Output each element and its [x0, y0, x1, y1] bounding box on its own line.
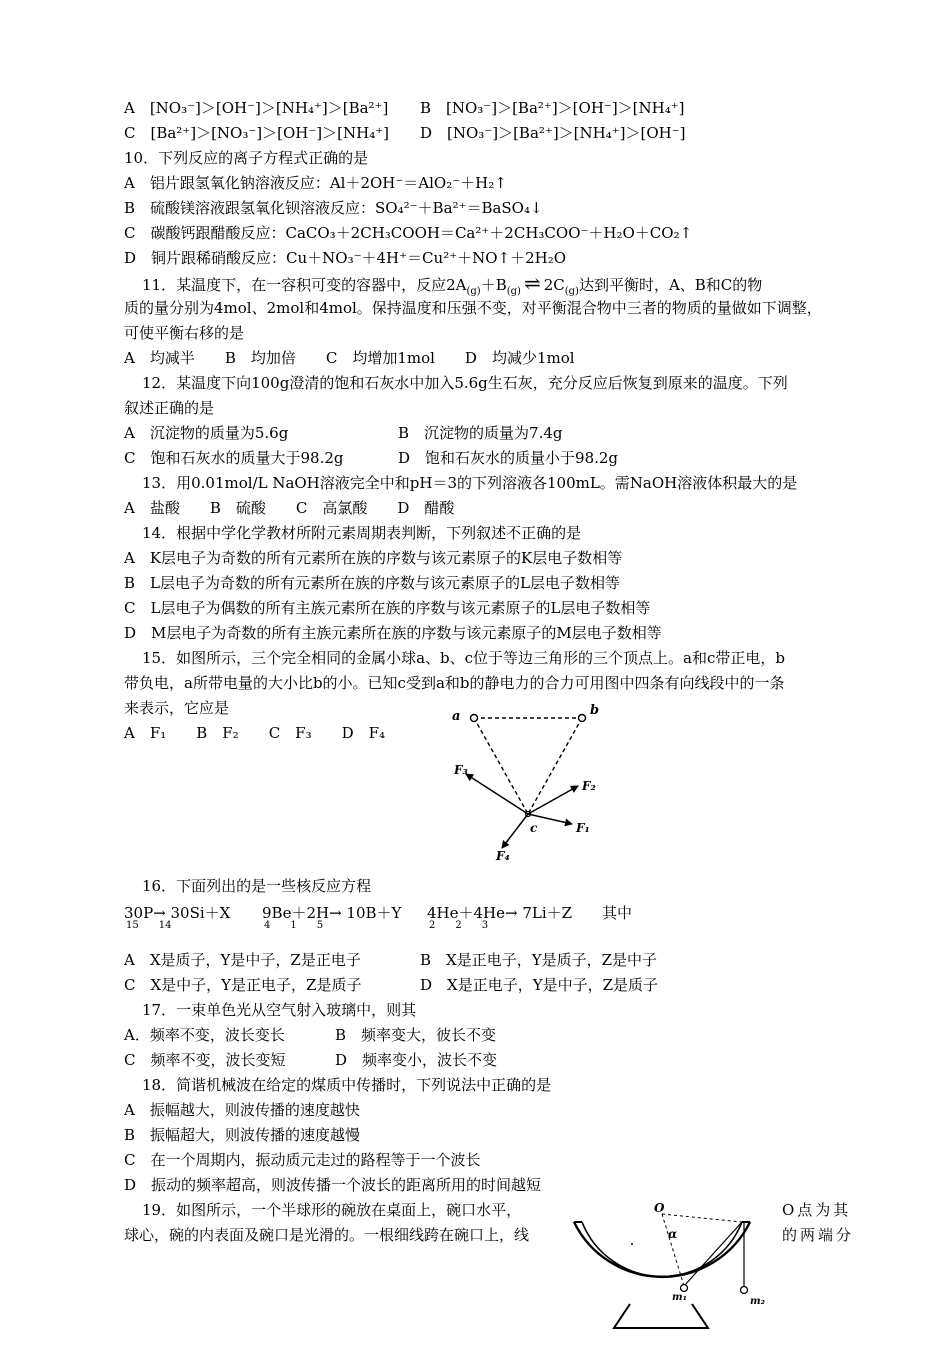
charge-a-ball	[471, 715, 478, 722]
label-f3: F₃	[454, 763, 468, 777]
q15-stem-line1: 15．如图所示，三个完全相同的金属小球a、b、c位于等边三角形的三个顶点上。a和c带正电，b	[142, 649, 785, 667]
q15-force-diagram	[440, 700, 620, 865]
label-f2: F₂	[582, 779, 596, 793]
q18-option-d: D 振动的频率超高，则波传播一个波长的距离所用的时间越短	[124, 1176, 542, 1194]
string	[684, 1222, 742, 1286]
q10-option-a: A 铝片跟氢氧化钠溶液反应：Al＋2OH⁻＝AlO₂⁻＋H₂↑	[124, 174, 507, 192]
q16-tail: 其中	[602, 904, 633, 922]
q16-stem: 16．下面列出的是一些核反应方程	[142, 877, 372, 895]
q12-stem-line2: 叙述正确的是	[124, 399, 215, 417]
force-f4-arrow	[502, 814, 528, 848]
label-f1: F₁	[576, 821, 590, 835]
q11-stem-line2: 质的量分别为4mol、2mol和4mol。保持温度和压强不变，对平衡混合物中三者的物质的量做如下调整，	[124, 299, 822, 317]
q11-c-part: 2C	[543, 276, 565, 294]
q13-stem: 13．用0.01mol/L NaOH溶液完全中和pH＝3的下列溶液各100mL。需NaOH溶液体积最大的是	[142, 474, 798, 492]
q18-stem: 18．简谐机械波在给定的煤质中传播时，下列说法中正确的是	[142, 1076, 552, 1094]
q17-option-c: C 频率不变，波长变短	[124, 1051, 286, 1069]
mass-m1	[681, 1285, 688, 1292]
q14-option-d: D M层电子为奇数的所有主族元素所在族的序数与该元素原子的M层电子数相等	[124, 624, 662, 642]
q11-subscript-g-a: (g)	[466, 286, 481, 297]
q16-option-b: B X是正电子，Y是质子，Z是中子	[420, 951, 658, 969]
label-f4: F₄	[496, 849, 510, 863]
q18-option-c: C 在一个周期内，振动质元走过的路程等于一个波长	[124, 1151, 481, 1169]
q17-stem: 17．一束单色光从空气射入玻璃中，则其	[142, 1001, 417, 1019]
q14-option-b: B L层电子为奇数的所有元素所在族的序数与该元素原子的L层电子数相等	[124, 574, 620, 592]
label-c: c	[530, 821, 538, 835]
q10-option-d: D 铜片跟稀硝酸反应：Cu＋NO₃⁻＋4H⁺＝Cu²⁺＋NO↑＋2H₂O	[124, 249, 567, 267]
bowl-base	[614, 1304, 708, 1328]
q9-option-a: A [NO₃⁻]＞[OH⁻]＞[NH₄⁺]＞[Ba²⁺]	[124, 99, 389, 117]
q16-reaction-1-atomic-numbers: 15 14	[126, 920, 172, 931]
q17-option-b: B 频率变大，彼长不变	[335, 1026, 497, 1044]
label-alpha: α	[668, 1227, 678, 1241]
q10-option-c: C 碳酸钙跟醋酸反应：CaCO₃＋2CH₃COOH＝Ca²⁺＋2CH₃COO⁻＋H₂O＋CO₂↑	[124, 224, 693, 242]
q15-stem-line3: 来表示，它应是	[124, 699, 230, 717]
label-m1: m₁	[672, 1292, 687, 1303]
q14-option-a: A K层电子为奇数的所有元素所在族的序数与该元素原子的K层电子数相等	[124, 549, 623, 567]
label-b: b	[590, 703, 600, 718]
q11-stem-part2: 达到平衡时，A、B和C的物	[578, 276, 763, 294]
q19-line2-left: 球心，碗的内表面及碗口是光滑的。一根细线跨在碗口上，线	[124, 1226, 530, 1244]
mass-m2	[741, 1287, 748, 1294]
q12-option-d: D 饱和石灰水的质量小于98.2g	[398, 449, 619, 467]
q12-option-c: C 饱和石灰水的质量大于98.2g	[124, 449, 344, 467]
q16-reaction-3-atomic-numbers: 2 2 3	[429, 920, 489, 931]
q16-option-c: C X是中子，Y是正电子，Z是质子	[124, 976, 362, 994]
q11-stem-line3: 可使平衡右移的是	[124, 324, 245, 342]
q13-options: A 盐酸 B 硫酸 C 高氯酸 D 醋酸	[124, 499, 455, 517]
q19-line1-right: O点为其	[782, 1201, 852, 1219]
q16-option-d: D X是正电子，Y是中子，Z是质子	[420, 976, 659, 994]
q9-option-b: B [NO₃⁻]＞[Ba²⁺]＞[OH⁻]＞[NH₄⁺]	[420, 99, 685, 117]
q18-option-b: B 振幅超大，则波传播的速度越慢	[124, 1126, 361, 1144]
equilibrium-arrow-icon: ⇌	[523, 271, 541, 295]
q9-option-d: D [NO₃⁻]＞[Ba²⁺]＞[NH₄⁺]＞[OH⁻]	[420, 124, 686, 142]
q16-option-a: A X是质子，Y是中子，Z是正电子	[124, 951, 361, 969]
q11-stem-part1: 11．某温度下，在一容积可变的容器中，反应2A	[142, 276, 467, 294]
q19-bowl-diagram	[572, 1200, 772, 1335]
label-a: a	[452, 709, 461, 724]
q14-stem: 14．根据中学化学教材所附元素周期表判断，下列叙述不正确的是	[142, 524, 582, 542]
q14-option-c: C L层电子为偶数的所有主族元素所在族的序数与该元素原子的L层电子数相等	[124, 599, 651, 617]
q15-stem-line2: 带负电，a所带电量的大小比b的小。已知c受到a和b的静电力的合力可用图中四条有向线段中的一条	[124, 674, 785, 692]
q12-option-a: A 沉淀物的质量为5.6g	[124, 424, 289, 442]
q10-stem: 10．下列反应的离子方程式正确的是	[124, 149, 369, 167]
q11-subscript-g-b: (g)	[506, 286, 521, 297]
q11-options: A 均减半 B 均加倍 C 均增加1mol D 均减少1mol	[124, 349, 575, 367]
q15-options: A F₁ B F₂ C F₃ D F₄	[124, 724, 386, 742]
q18-option-a: A 振幅越大，则波传播的速度越快	[124, 1101, 360, 1119]
q11-subscript-g-c: (g)	[564, 286, 579, 297]
q19-line1-left: 19．如图所示，一个半球形的碗放在桌面上，碗口水平，	[142, 1201, 522, 1219]
q16-reaction-1: 30P→ 30Si＋X	[124, 904, 231, 922]
q12-option-b: B 沉淀物的质量为7.4g	[398, 424, 563, 442]
label-o: O	[654, 1201, 665, 1215]
label-m2: m₂	[750, 1296, 765, 1307]
q11-plus-b: ＋B	[480, 276, 507, 294]
force-f3-arrow	[466, 774, 528, 814]
charge-b-ball	[579, 715, 586, 722]
q16-reaction-2-atomic-numbers: 4 1 5	[264, 920, 324, 931]
q17-option-d: D 频率变小，波长不变	[335, 1051, 498, 1069]
q11-stem-line1	[142, 273, 762, 295]
q19-line2-right: 的两端分	[782, 1226, 855, 1244]
q17-option-a: A．频率不变，波长变长	[124, 1026, 285, 1044]
q10-option-b: B 硫酸镁溶液跟氢氧化钡溶液反应：SO₄²⁻＋Ba²⁺＝BaSO₄↓	[124, 199, 543, 217]
q16-reaction-3: 4He＋4He→ 7Li＋Z	[427, 904, 573, 922]
q9-option-c: C [Ba²⁺]＞[NO₃⁻]＞[OH⁻]＞[NH₄⁺]	[124, 124, 389, 142]
q16-reaction-2: 9Be＋2H→ 10B＋Y	[262, 904, 402, 922]
q12-stem-line1: 12．某温度下向100g澄清的饱和石灰水中加入5.6g生石灰，充分反应后恢复到原来的温度。下列	[142, 374, 788, 392]
